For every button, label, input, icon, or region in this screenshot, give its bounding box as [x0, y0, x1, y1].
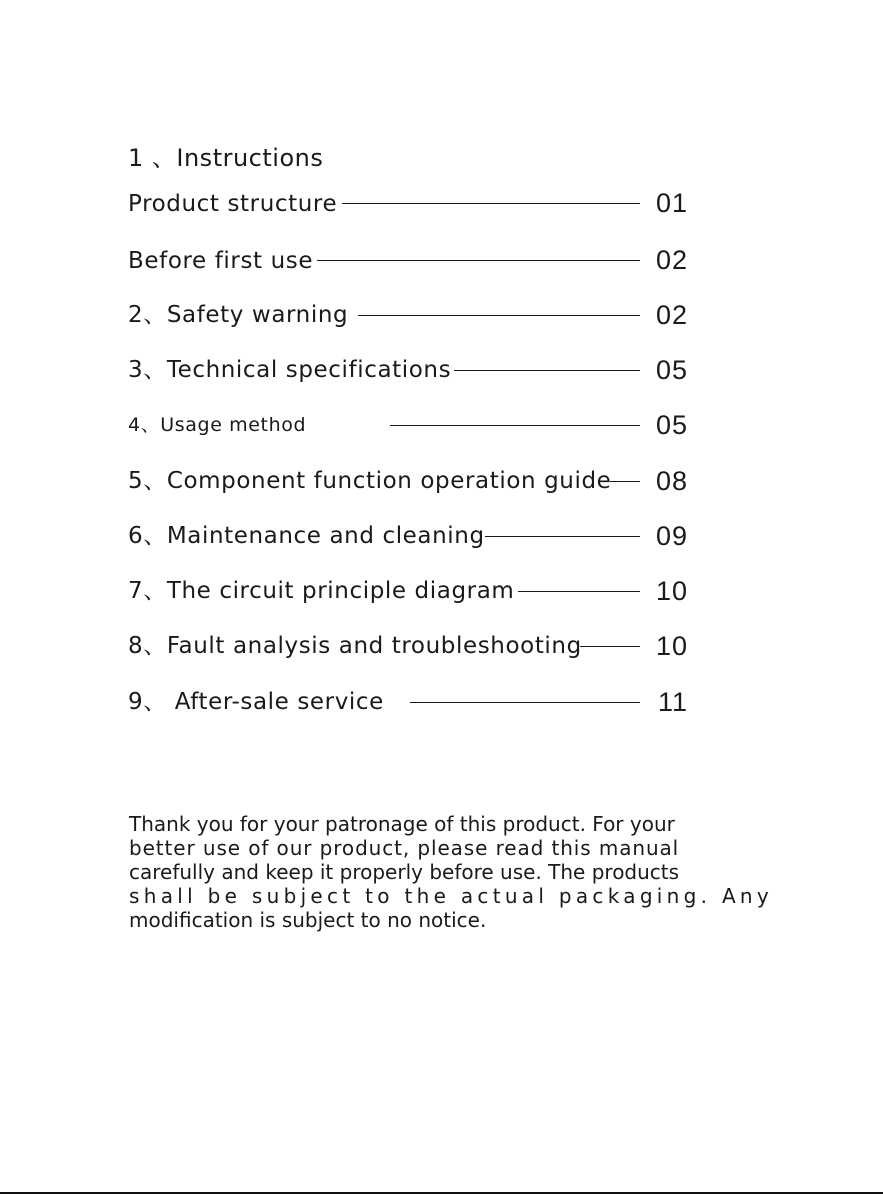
toc-leader-line: [358, 315, 640, 316]
toc-label: 3、Technical specifications: [128, 357, 452, 383]
toc-leader-line: [342, 203, 640, 204]
toc-page-number: 05: [655, 410, 688, 440]
toc-page-number: 10: [655, 576, 688, 606]
toc-page-number: 10: [655, 631, 688, 661]
toc-label: 4、Usage method: [128, 414, 307, 436]
intro-line: modification is subject to no notice.: [129, 908, 487, 932]
toc-label: 6、Maintenance and cleaning: [128, 523, 485, 549]
toc-page-number: 08: [655, 466, 688, 496]
toc-label: Product structure: [128, 191, 338, 217]
toc-page-number: 05: [655, 355, 688, 385]
toc-entry-maintenance-cleaning[interactable]: [128, 516, 688, 556]
toc-page-number: 09: [655, 521, 688, 551]
toc-entry-safety-warning[interactable]: [128, 295, 688, 335]
toc-page-number: 02: [655, 245, 688, 275]
toc-leader-line: [485, 536, 640, 537]
intro-line: carefully and keep it properly before use. The products: [129, 860, 680, 884]
toc-entry-technical-specifications[interactable]: [128, 350, 688, 390]
toc-label: 2、Safety warning: [128, 302, 349, 328]
toc-label: 5、Component function operation guide: [128, 468, 612, 494]
toc-entry-after-sale-service[interactable]: [128, 682, 688, 722]
toc-label: 9、 After-sale service: [128, 689, 384, 715]
intro-line: Thank you for your patronage of this product. For your: [129, 812, 675, 836]
toc-entry-circuit-diagram[interactable]: [128, 571, 688, 611]
toc-leader-line: [390, 425, 640, 426]
toc-label: Before first use: [128, 248, 314, 274]
toc-entry-before-first-use[interactable]: [128, 240, 688, 280]
toc-leader-line: [610, 481, 640, 482]
toc-page-number: 01: [655, 188, 688, 218]
toc-leader-line: [410, 702, 640, 703]
toc-entry-product-structure[interactable]: [128, 183, 688, 223]
toc-entry-fault-analysis[interactable]: [128, 626, 688, 666]
section-heading: 1 、Instructions: [128, 144, 324, 172]
toc-page-number: 11: [657, 687, 688, 717]
toc-page-number: 02: [655, 300, 688, 330]
toc-label: 8、Fault analysis and troubleshooting: [128, 633, 582, 659]
toc-entry-component-function-guide[interactable]: [128, 461, 688, 501]
intro-paragraph: [129, 812, 774, 932]
toc-leader-line: [580, 646, 640, 647]
toc-leader-line: [518, 591, 640, 592]
toc-label: 7、The circuit principle diagram: [128, 578, 515, 604]
toc-entry-usage-method[interactable]: [128, 405, 688, 445]
intro-line: better use of our product, please read this manual: [129, 836, 680, 860]
toc-leader-line: [317, 260, 640, 261]
intro-line: shall be subject to the actual packaging. Any: [129, 884, 774, 908]
toc-leader-line: [454, 370, 640, 371]
